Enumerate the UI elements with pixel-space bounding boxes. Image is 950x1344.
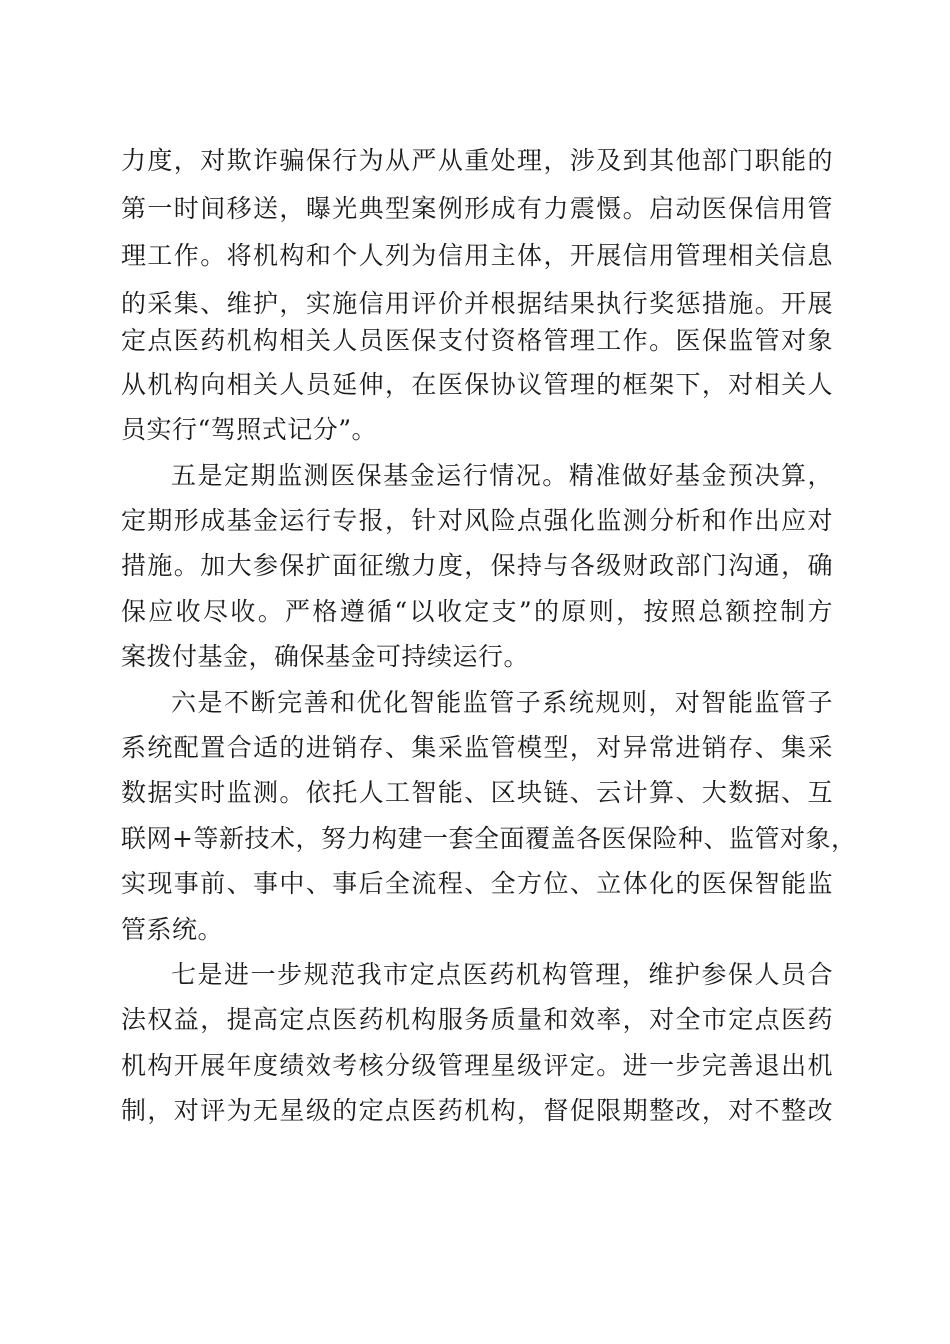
text-line: 案拨付基金，确保基金可持续运行。 (121, 642, 530, 671)
text-line: 联网+等新技术，努力构建一套全面覆盖各医保险种、监管对象， (121, 824, 857, 853)
text-line: 管系统。 (121, 915, 224, 944)
text-line: 从机构向相关人员延伸，在医保协议管理的框架下，对相关人 (121, 370, 833, 399)
text-line: 的采集、维护，实施信用评价并根据结果执行奖惩措施。开展 (121, 289, 833, 318)
text-line: 法权益，提高定点医药机构服务质量和效率，对全市定点医药 (121, 1005, 833, 1034)
text-line: 定点医药机构相关人员医保支付资格管理工作。医保监管对象 (121, 326, 833, 355)
text-line: 力度，对欺诈骗保行为从严从重处理，涉及到其他部门职能的 (121, 146, 833, 175)
text-line: 实现事前、事中、事后全流程、全方位、立体化的医保智能监 (121, 869, 833, 898)
text-line: 制，对评为无星级的定点医药机构，督促限期整改，对不整改 (121, 1096, 833, 1125)
paragraph-first-line: 七是进一步规范我市定点医药机构管理，维护参保人员合 (171, 960, 833, 989)
text-line: 保应收尽收。严格遵循“以收定支”的原则，按照总额控制方 (121, 597, 833, 626)
text-line: 措施。加大参保扩面征缴力度，保持与各级财政部门沟通，确 (121, 551, 833, 580)
text-line: 系统配置合适的进销存、集采监管模型，对异常进销存、集采 (121, 733, 833, 762)
text-line: 第一时间移送，曝光典型案例形成有力震慑。启动医保信用管 (121, 194, 833, 223)
text-line: 数据实时监测。依托人工智能、区块链、云计算、大数据、互 (121, 778, 833, 807)
text-line: 定期形成基金运行专报，针对风险点强化监测分析和作出应对 (121, 506, 833, 535)
paragraph-first-line: 六是不断完善和优化智能监管子系统规则，对智能监管子 (171, 688, 833, 717)
text-line: 机构开展年度绩效考核分级管理星级评定。进一步完善退出机 (121, 1051, 833, 1080)
text-line: 员实行“驾照式记分”。 (121, 415, 378, 444)
paragraph-first-line: 五是定期监测医保基金运行情况。精准做好基金预决算， (171, 461, 833, 490)
text-line: 理工作。将机构和个人列为信用主体，开展信用管理相关信息 (121, 241, 833, 270)
